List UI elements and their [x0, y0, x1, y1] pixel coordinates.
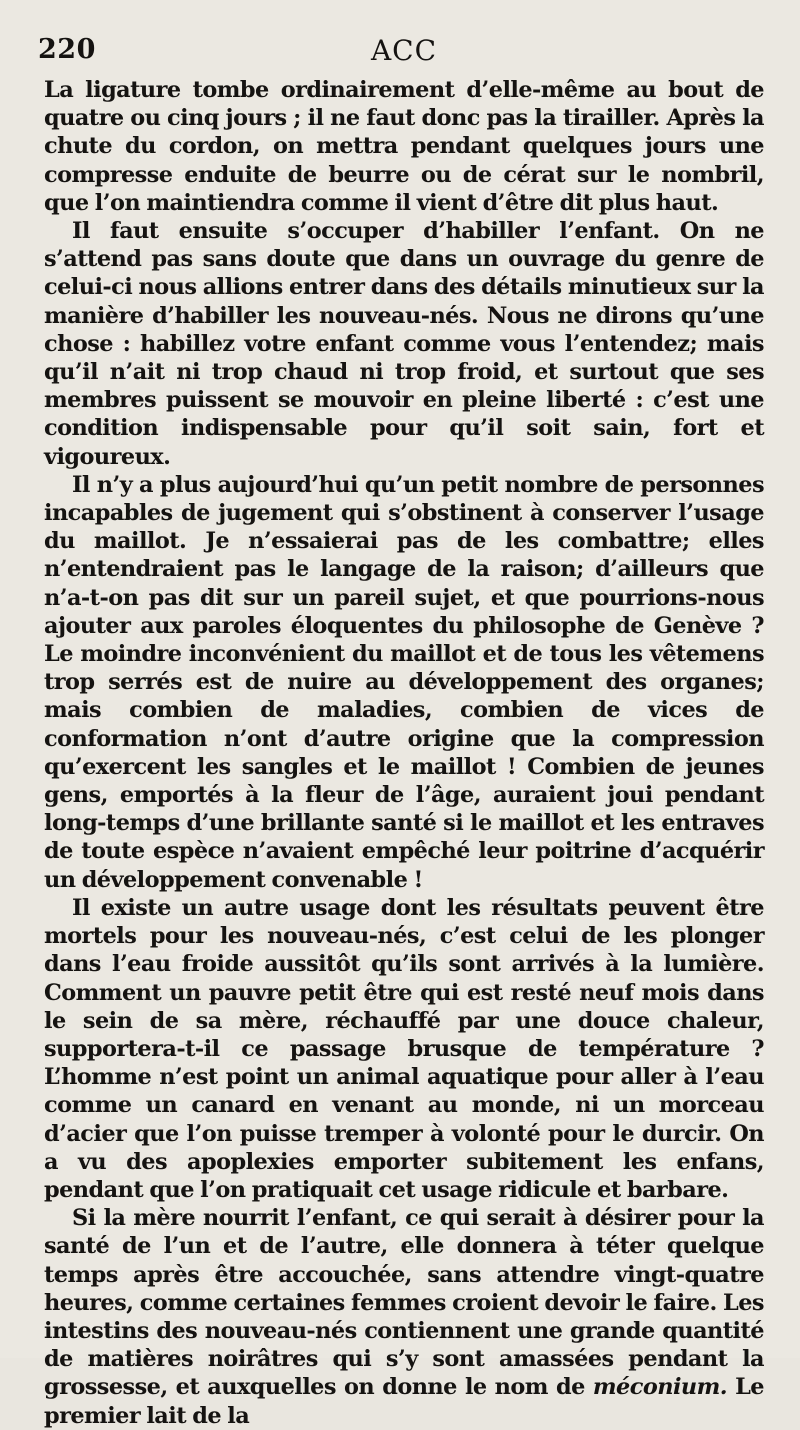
body-text: [44, 76, 764, 1430]
paragraph-3: Il n’y a plus aujourd’hui qu’un petit nombre de personnes incapables de jugement qui s’obstinent à conserver l’usage du maillot. Je n’essaierai pas de les combattre; elles n’entendraient pas le langage de la raison; d’ailleurs que n’a-t-on pas dit sur un pareil sujet, et que pourrions-nous ajouter aux paroles éloquentes du philosophe de Genève ? Le moindre inconvénient du maillot et de tous les vêtemens trop serrés est de nuire au développement des organes; mais combien de maladies, combien de vices de conformation n’ont d’autre origine que la compression qu’exercent les sangles et le maillot ! Combien de jeunes gens, emportés à la fleur de l’âge, auraient joui pendant long-temps d’une brillante santé si le maillot et les entraves de toute espèce n’avaient empêché leur poitrine d’acquérir un développement convenable !: [44, 471, 764, 893]
paragraph-1: La ligature tombe ordinairement d’elle-même au bout de quatre ou cinq jours ; il ne faut donc pas la tirailler. Après la chute du cordon, on mettra pendant quelques jours une compresse enduite de beurre ou de cérat sur le nombril, que l’on maintiendra comme il vient d’être dit plus haut.: [44, 77, 764, 216]
paragraph-5-tail: Le premier lait de la: [44, 1374, 764, 1429]
page-header: [38, 34, 764, 76]
meconium-term: méconium.: [592, 1374, 728, 1401]
running-head: ACC: [370, 34, 438, 67]
paragraph-5-text: Si la mère nourrit l’enfant, ce qui serait à désirer pour la santé de l’un et de l’autre, elle donnera à téter quelque temps après être accouchée, sans attendre vingt-quatre heures, comme certaines femmes croient devoir le faire. Les intestins des nouveau-nés contiennent une grande quantité de matières noirâtres qui s’y sont amassées pendant la grossesse, et auxquelles on donne le nom de: [44, 1205, 764, 1401]
paragraph-5: [44, 1204, 764, 1430]
paragraph-4: Il existe un autre usage dont les résultats peuvent être mortels pour les nouveau-nés, c’est celui de les plonger dans l’eau froide aussitôt qu’ils sont arrivés à la lumière. Comment un pauvre petit être qui est resté neuf mois dans le sein de sa mère, réchauffé par une douce chaleur, supportera-t-il ce passage brusque de température ? L’homme n’est point un animal aquatique pour aller à l’eau comme un canard en venant au monde, ni un morceau d’acier que l’on puisse tremper à volonté pour le durcir. On a vu des apoplexies emporter subitement les enfans, pendant que l’on pratiquait cet usage ridicule et barbare.: [44, 894, 764, 1203]
paragraph-2: Il faut ensuite s’occuper d’habiller l’enfant. On ne s’attend pas sans doute que dans un ouvrage du genre de celui-ci nous allions entrer dans des détails minutieux sur la manière d’habiller les nouveau-nés. Nous ne dirons qu’une chose : habillez votre enfant comme vous l’entendez; mais qu’il n’ait ni trop chaud ni trop froid, et surtout que ses membres puissent se mouvoir en pleine liberté : c’est une condition indispensable pour qu’il soit sain, fort et vigoureux.: [44, 218, 764, 470]
page-number: 220: [38, 34, 96, 65]
